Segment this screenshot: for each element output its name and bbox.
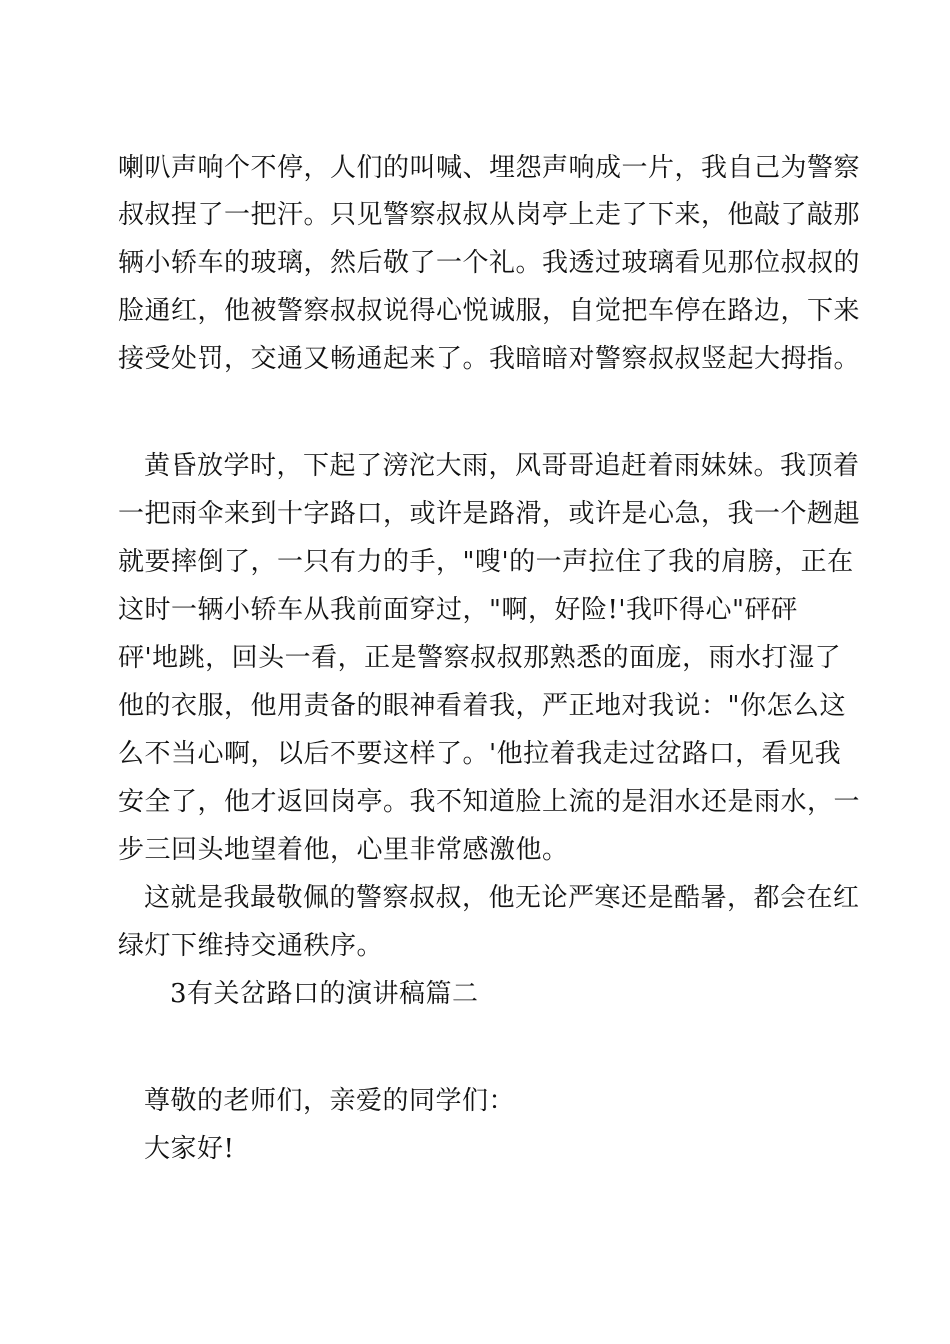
paragraph-2-line-1: 黄昏放学时，下起了滂沱大雨，风哥哥追赶着雨妹妹。我顶着 xyxy=(144,451,860,481)
paragraph-2-line-8: 安全了，他才返回岗亭。我不知道脸上流的是泪水还是雨水，一 xyxy=(118,787,861,817)
paragraph-2-line-2: 一把雨伞来到十字路口，或许是路滑，或许是心急，我一个趔趄 xyxy=(118,499,861,529)
paragraph-2-line-3: 就要摔倒了，一只有力的手，"嗖'的一声拉住了我的肩膀，正在 xyxy=(118,547,854,577)
paragraph-2-line-6: 他的衣服，他用责备的眼神看着我，严正地对我说："你怎么这 xyxy=(118,691,846,721)
paragraph-2-line-5: 砰'地跳，回头一看，正是警察叔叔那熟悉的面庞，雨水打湿了 xyxy=(118,643,842,673)
paragraph-1-line-4: 脸通红，他被警察叔叔说得心悦诚服，自觉把车停在路边，下来 xyxy=(118,296,861,326)
paragraph-2-line-7: 么不当心啊，以后不要这样了。'他拉着我走过岔路口，看见我 xyxy=(118,739,842,769)
paragraph-1-line-5: 接受处罚，交通又畅通起来了。我暗暗对警察叔叔竖起大拇指。 xyxy=(118,344,861,374)
section-title: 3有关岔路口的演讲稿篇二 xyxy=(170,979,479,1009)
paragraph-1-line-2: 叔叔捏了一把汗。只见警察叔叔从岗亭上走了下来，他敲了敲那 xyxy=(118,200,861,230)
paragraph-3-line-1: 这就是我最敬佩的警察叔叔，他无论严寒还是酷暑，都会在红 xyxy=(144,883,860,913)
paragraph-2-line-9: 步三回头地望着他，心里非常感激他。 xyxy=(118,835,569,865)
paragraph-2-line-4: 这时一辆小轿车从我前面穿过，"啊，好险!'我吓得心"砰砰 xyxy=(118,595,798,625)
paragraph-1-line-3: 辆小轿车的玻璃，然后敬了一个礼。我透过玻璃看见那位叔叔的 xyxy=(118,248,861,278)
paragraph-3-line-2: 绿灯下维持交通秩序。 xyxy=(118,931,384,961)
salutation: 尊敬的老师们，亲爱的同学们： xyxy=(144,1086,516,1116)
paragraph-1-line-1: 喇叭声响个不停，人们的叫喊、埋怨声响成一片，我自己为警察 xyxy=(118,153,861,183)
greeting: 大家好! xyxy=(144,1134,235,1164)
